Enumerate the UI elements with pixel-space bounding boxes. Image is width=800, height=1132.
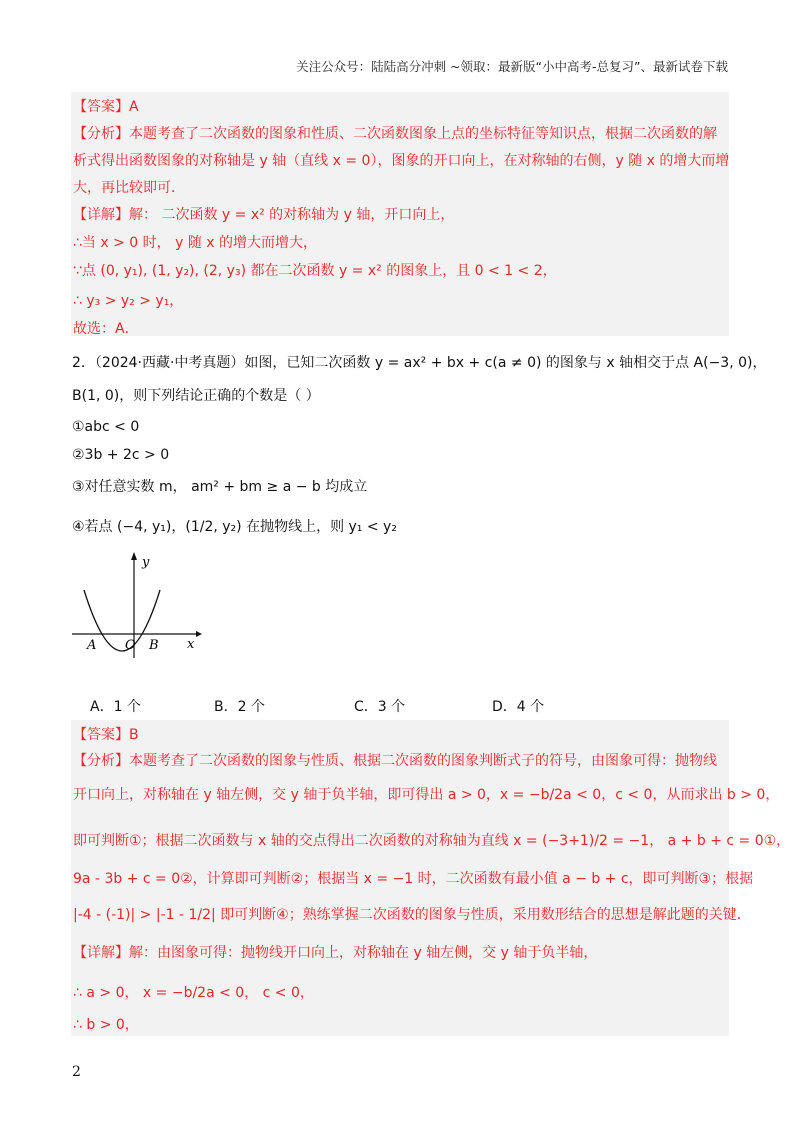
point-b-label: B (149, 638, 159, 653)
q2-conclusion-4: ④若点 (−4, y₁)，(1/2, y₂) 在抛物线上，则 y₁ < y₂ (72, 519, 397, 535)
q1-answer: 【答案】A (73, 99, 139, 115)
option-d[interactable]: D．4 个 (492, 699, 545, 715)
y-axis-label: y (142, 555, 150, 570)
y-axis-arrow (131, 552, 137, 560)
q2-stem-line-2: B(1, 0)，则下列结论正确的个数是（ ） (72, 388, 320, 404)
q2-detail-line-2: ∴ a > 0， x = −b/2a < 0， c < 0， (73, 985, 314, 1001)
q1-analysis-line-3: 大，再比较即可． (73, 180, 185, 196)
header-note: 关注公众号：陆陆高分冲刺 ~领取：最新版“小中高考-总复习”、最新试卷下载 (296, 59, 728, 74)
q2-analysis-line-3: 即可判断①；根据二次函数与 x 轴的交点得出二次函数的对称轴为直线 x = (−3+1)/2 = −1， a + b + c = 0①， (73, 833, 791, 849)
q2-analysis-line-5: |-4 - (-1)| > |-1 - 1/2| 即可判断④；熟练掌握二次函数的图象与性质，采用数形结合的思想是解此题的关键． (73, 907, 751, 923)
q1-detail-line-4: ∴ y₃ > y₂ > y₁， (73, 293, 184, 309)
q2-analysis-line-4: 9a - 3b + c = 0②，计算即可判断②；根据当 x = −1 时，二次函数有最小值 a − b + c，即可判断③；根据 (73, 871, 754, 887)
option-a[interactable]: A．1 个 (90, 699, 141, 715)
q1-detail-line-2: ∴当 x > 0 时， y 随 x 的增大而增大， (73, 235, 318, 251)
origin-label: O (125, 638, 136, 653)
q2-answer: 【答案】B (73, 727, 139, 743)
q2-detail-line-3: ∴ b > 0， (73, 1017, 139, 1033)
q2-detail-line-1: 【详解】解：由图象可得：抛物线开口向上，对称轴在 y 轴左侧，交 y 轴于负半轴， (73, 945, 598, 961)
parabola-figure (70, 548, 205, 663)
q1-detail-line-3: ∵点 (0, y₁), (1, y₂), (2, y₃) 都在二次函数 y = x² 的图象上，且 0 < 1 < 2， (73, 263, 557, 279)
q1-choose: 故选：A． (73, 321, 139, 337)
page-number: 2 (72, 1064, 81, 1080)
q2-conclusion-3: ③对任意实数 m， am² + bm ≥ a − b 均成立 (72, 479, 368, 495)
q1-solution-panel (71, 92, 729, 336)
q2-analysis-line-1: 【分析】本题考查了二次函数的图象与性质、根据二次函数的图象判断式子的符号，由图象可得：抛物线 (73, 753, 717, 769)
option-c[interactable]: C．3 个 (354, 699, 406, 715)
q1-analysis-line-2: 析式得出函数图象的对称轴是 y 轴（直线 x = 0），图象的开口向上，在对称轴的右侧，y 随 x 的增大而增 (73, 153, 730, 169)
q2-conclusion-1: ①abc < 0 (72, 419, 140, 435)
x-axis-label: x (187, 637, 195, 652)
q2-solution-panel (71, 720, 791, 1036)
q1-analysis-line-1: 【分析】本题考查了二次函数的图象和性质、二次函数图象上点的坐标特征等知识点，根据二次函数的解 (73, 126, 717, 142)
point-a-label: A (87, 638, 97, 653)
x-axis-arrow (196, 631, 202, 637)
q2-stem-line-1: 2．（2024·西藏·中考真题）如图，已知二次函数 y = ax² + bx + c(a ≠ 0) 的图象与 x 轴相交于点 A(−3, 0)， (72, 355, 767, 371)
option-b[interactable]: B．2 个 (214, 699, 265, 715)
q1-detail-line-1: 【详解】解： 二次函数 y = x² 的对称轴为 y 轴，开口向上， (73, 207, 455, 223)
q2-analysis-line-2: 开口向上，对称轴在 y 轴左侧，交 y 轴于负半轴，即可得出 a > 0，x = −b/2a < 0，c < 0，从而求出 b > 0， (73, 787, 780, 803)
q2-conclusion-2: ②3b + 2c > 0 (72, 447, 170, 463)
